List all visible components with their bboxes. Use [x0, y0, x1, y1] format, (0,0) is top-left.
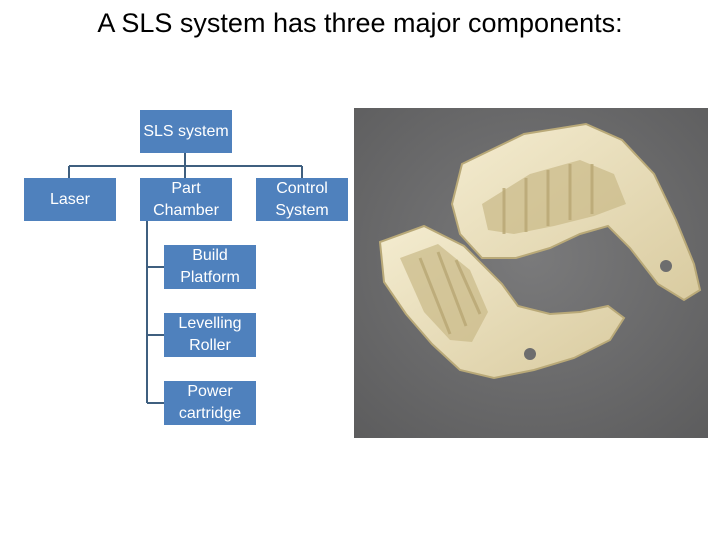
- node-control-system: Control System: [256, 178, 348, 221]
- node-levelling-roller: Levelling Roller: [164, 313, 256, 357]
- slide-title: A SLS system has three major components:: [97, 8, 623, 38]
- sls-part-photo: [354, 108, 708, 438]
- node-sls-system: SLS system: [140, 110, 232, 153]
- node-build-platform: Build Platform: [164, 245, 256, 289]
- node-power-cartridge: Power cartridge: [164, 381, 256, 425]
- node-part-chamber: Part Chamber: [140, 178, 232, 221]
- node-laser: Laser: [24, 178, 116, 221]
